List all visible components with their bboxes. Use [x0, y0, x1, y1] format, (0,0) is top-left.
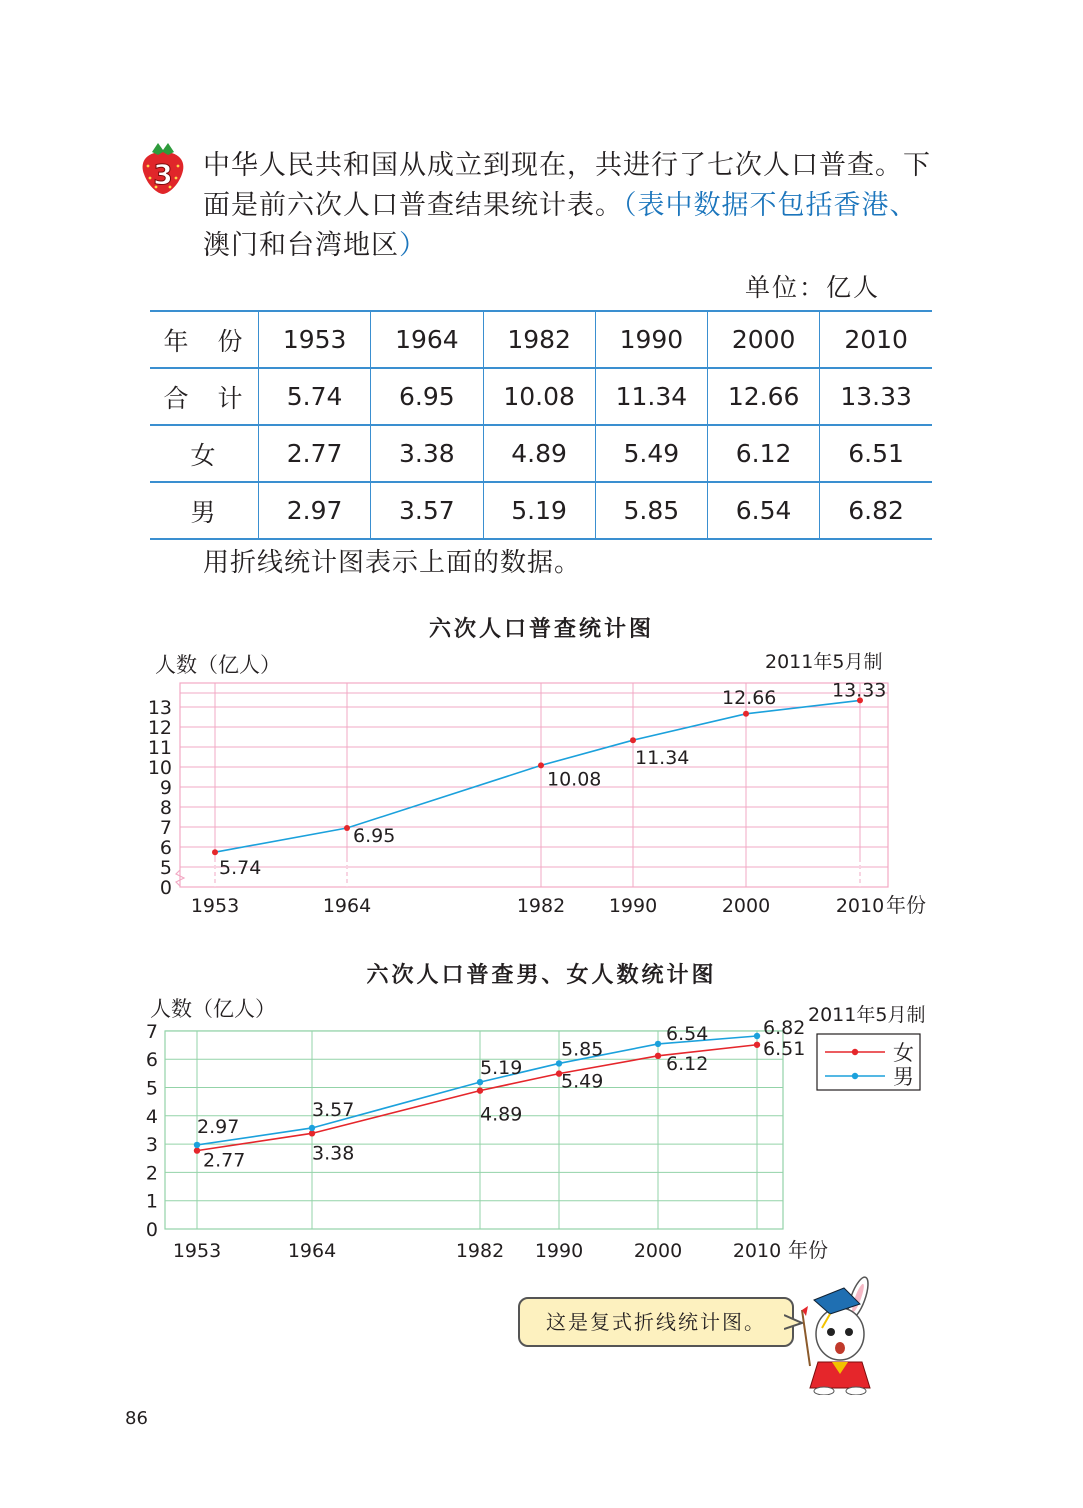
- table-cell: 5.49: [595, 425, 707, 482]
- chart2-y-axis-label: 人数（亿人）: [150, 997, 276, 1021]
- table-cell: 5.85: [595, 482, 707, 539]
- chart2-data-label: 5.49: [561, 1070, 604, 1093]
- problem-note-start: （表中数据不包括香港、: [623, 190, 918, 221]
- chart2-data-point: [477, 1079, 483, 1085]
- chart2-y-tick-label: 7: [145, 1020, 158, 1043]
- table-cell: 10.08: [483, 368, 595, 425]
- chart2-y-tick-label: 2: [145, 1162, 158, 1185]
- chart2-x-axis-label: 年份: [788, 1238, 828, 1262]
- chart2-legend-marker: [852, 1049, 858, 1055]
- chart2-data-label: 6.12: [666, 1052, 709, 1075]
- chart2-data-point: [309, 1125, 315, 1131]
- table-cell: 年 份: [150, 311, 259, 368]
- table-cell: 6.95: [371, 368, 483, 425]
- chart2-y-tick-label: 0: [145, 1219, 158, 1241]
- problem-line-3: [203, 226, 963, 266]
- chart1-y-tick-label: 5: [159, 857, 172, 879]
- chart2-x-tick-label: 1982: [455, 1240, 505, 1262]
- chart2-data-label: 5.19: [480, 1057, 523, 1080]
- chart1-plot-frame: [180, 683, 888, 887]
- chart1-x-tick-label: 2010: [835, 895, 885, 917]
- problem-note-text: 澳门和台湾地区: [203, 230, 399, 261]
- chart2-x-tick-label: 2010: [732, 1240, 782, 1262]
- chart1-data-point: [743, 711, 749, 717]
- table-cell: 6.82: [820, 482, 932, 539]
- chart2-data-label: 3.38: [312, 1142, 355, 1165]
- table-cell: 5.74: [259, 368, 371, 425]
- chart1-x-tick-label: 1953: [190, 895, 240, 917]
- chart1-y-tick-label: 9: [159, 777, 172, 799]
- chart2-data-point: [655, 1053, 661, 1059]
- chart2-data-point: [754, 1042, 760, 1048]
- chart1-x-tick-label: 1982: [516, 895, 566, 917]
- chart1-date-note: 2011年5月制: [765, 651, 883, 673]
- chart1-x-tick-label: 2000: [721, 895, 771, 917]
- table-cell: 1982: [483, 311, 595, 368]
- table-cell: 11.34: [595, 368, 707, 425]
- table-cell: 1953: [259, 311, 371, 368]
- chart2-data-label: 2.77: [203, 1149, 246, 1172]
- chart1-data-point: [212, 849, 218, 855]
- chart2-data-label: 4.89: [480, 1103, 523, 1126]
- chart2-data-label: 2.97: [197, 1115, 240, 1138]
- chart2-data-point: [194, 1142, 200, 1148]
- chart1-y-tick-label: 13: [147, 697, 172, 719]
- chart2-x-tick-label: 2000: [633, 1240, 683, 1262]
- table-cell: 4.89: [483, 425, 595, 482]
- problem-note-end: ）: [399, 230, 427, 261]
- speech-bubble: 这是复式折线统计图。: [518, 1297, 794, 1347]
- chart1-data-label: 6.95: [353, 825, 396, 847]
- chart2-data-label: 6.54: [666, 1022, 709, 1045]
- problem-line-2-text: 面是前六次人口普查结果统计表。: [203, 190, 623, 221]
- census-data-table: [150, 310, 932, 540]
- chart2-legend-marker: [852, 1073, 858, 1079]
- chart2-x-tick-label: 1953: [172, 1240, 222, 1262]
- chart2-y-tick-label: 1: [145, 1190, 158, 1213]
- chart1-data-point: [344, 825, 350, 831]
- table-cell: 3.38: [371, 425, 483, 482]
- chart2-data-point: [556, 1060, 562, 1066]
- chart2-data-point: [655, 1041, 661, 1047]
- table-cell: 6.51: [820, 425, 932, 482]
- table-cell: 13.33: [820, 368, 932, 425]
- table-cell: 1990: [595, 311, 707, 368]
- rabbit-mascot-illustration: [800, 1270, 880, 1395]
- table-cell: 合 计: [150, 368, 259, 425]
- chart2-y-tick-label: 6: [145, 1049, 158, 1072]
- table-row-male: [150, 482, 932, 539]
- chart2-data-point: [477, 1087, 483, 1093]
- chart2-data-label: 6.51: [763, 1037, 806, 1060]
- chart1-title: 六次人口普查统计图: [428, 616, 654, 642]
- chart1-y-tick-label: 11: [147, 737, 172, 759]
- chart1-x-axis-label: 年份: [886, 893, 926, 917]
- chart2-data-label: 5.85: [561, 1038, 604, 1061]
- chart2-y-tick-label: 4: [145, 1105, 158, 1128]
- table-cell: 5.19: [483, 482, 595, 539]
- problem-number: 3: [153, 158, 173, 191]
- chart1-y-tick-label: 6: [159, 837, 172, 859]
- chart1-y-tick-label: 8: [159, 797, 172, 819]
- strawberry-icon: [138, 140, 188, 196]
- table-cell: 2010: [820, 311, 932, 368]
- table-cell: 男: [150, 482, 259, 539]
- male-female-line-chart: [0, 988, 1083, 1278]
- chart2-legend-label: 女: [893, 1041, 914, 1065]
- chart1-data-label: 5.74: [219, 857, 262, 880]
- chart2-title: 六次人口普查男、女人数统计图: [366, 962, 717, 988]
- chart1-series-line: [215, 700, 860, 852]
- table-cell: 2.97: [259, 482, 371, 539]
- chart1-y-tick-label: 10: [147, 757, 172, 779]
- chart1-y-axis-label: 人数（亿人）: [155, 653, 281, 677]
- problem-line-1: 中华人民共和国从成立到现在，共进行了七次人口普查。下: [203, 150, 931, 181]
- unit-label: 单位：亿人: [745, 273, 881, 302]
- table-row-year: [150, 311, 932, 368]
- chart1-data-label: 11.34: [635, 747, 690, 770]
- chart2-date-note: 2011年5月制: [808, 1004, 926, 1026]
- chart1-x-tick-label: 1964: [322, 895, 372, 917]
- chart1-data-point: [538, 762, 544, 768]
- table-cell: 1964: [371, 311, 483, 368]
- total-population-line-chart: [0, 640, 1083, 930]
- problem-line-2: [203, 186, 963, 226]
- chart2-data-point: [754, 1033, 760, 1039]
- table-cell: 6.12: [708, 425, 820, 482]
- table-cell: 2.77: [259, 425, 371, 482]
- strawberry-number-badge: [138, 140, 188, 196]
- table-cell: 女: [150, 425, 259, 482]
- table-row-female: [150, 425, 932, 482]
- page-number: 86: [125, 1408, 148, 1429]
- chart2-y-tick-label: 3: [145, 1134, 158, 1157]
- table-cell: 2000: [708, 311, 820, 368]
- chart1-y-tick-label: 0: [159, 877, 172, 899]
- chart2-x-tick-label: 1964: [287, 1240, 337, 1262]
- table-row-total: [150, 368, 932, 425]
- chart2-data-label: 3.57: [312, 1098, 355, 1121]
- chart1-data-label: 12.66: [722, 686, 777, 709]
- table-cell: 6.54: [708, 482, 820, 539]
- chart1-data-point: [630, 737, 636, 743]
- problem-statement: [203, 146, 963, 266]
- chart1-y-tick-label: 7: [159, 817, 172, 839]
- chart2-data-label: 6.82: [763, 1016, 806, 1039]
- chart2-y-tick-label: 5: [145, 1077, 158, 1100]
- chart1-x-tick-label: 1990: [608, 895, 658, 917]
- table-cell: 12.66: [708, 368, 820, 425]
- chart2-data-point: [194, 1147, 200, 1153]
- chart1-y-tick-label: 12: [147, 717, 172, 739]
- chart1-data-label: 13.33: [832, 679, 887, 702]
- chart2-x-tick-label: 1990: [534, 1240, 584, 1262]
- table-cell: 3.57: [371, 482, 483, 539]
- chart2-legend-label: 男: [893, 1065, 914, 1089]
- chart1-data-label: 10.08: [547, 768, 602, 791]
- instruction-text: 用折线统计图表示上面的数据。: [203, 548, 582, 578]
